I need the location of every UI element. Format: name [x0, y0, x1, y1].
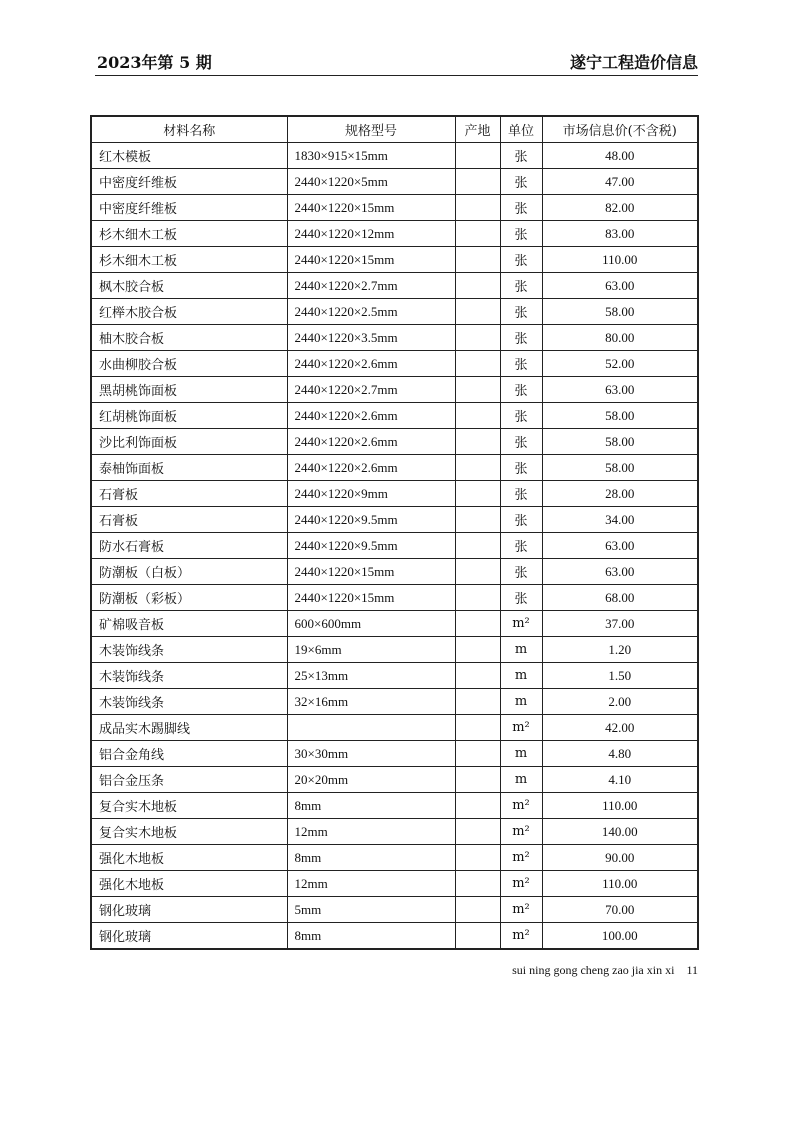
- table-row: [91, 767, 698, 793]
- cell-price: 58.00: [542, 403, 698, 429]
- cell-material-name: 柚木胶合板: [91, 325, 287, 351]
- cell-spec: 32×16mm: [287, 689, 455, 715]
- cell-unit: 张: [500, 455, 542, 481]
- cell-price: 110.00: [542, 871, 698, 897]
- cell-unit: 张: [500, 325, 542, 351]
- table-row: [91, 819, 698, 845]
- cell-spec: 2440×1220×2.6mm: [287, 455, 455, 481]
- cell-price: 83.00: [542, 221, 698, 247]
- cell-unit: m²: [500, 793, 542, 819]
- cell-material-name: 石膏板: [91, 507, 287, 533]
- table-row: [91, 741, 698, 767]
- cell-price: 100.00: [542, 923, 698, 950]
- cell-material-name: 木装饰线条: [91, 689, 287, 715]
- cell-spec: 2440×1220×2.5mm: [287, 299, 455, 325]
- table-row: [91, 715, 698, 741]
- cell-spec: [287, 715, 455, 741]
- cell-price: 110.00: [542, 793, 698, 819]
- table-row: [91, 689, 698, 715]
- cell-material-name: 钢化玻璃: [91, 923, 287, 950]
- cell-spec: 20×20mm: [287, 767, 455, 793]
- cell-origin: [455, 143, 500, 169]
- cell-spec: 2440×1220×2.7mm: [287, 273, 455, 299]
- cell-material-name: 红胡桃饰面板: [91, 403, 287, 429]
- cell-price: 58.00: [542, 299, 698, 325]
- cell-unit: m²: [500, 715, 542, 741]
- cell-origin: [455, 819, 500, 845]
- cell-origin: [455, 195, 500, 221]
- cell-spec: 2440×1220×9mm: [287, 481, 455, 507]
- table-row: [91, 403, 698, 429]
- cell-material-name: 强化木地板: [91, 845, 287, 871]
- cell-spec: 19×6mm: [287, 637, 455, 663]
- table-row: [91, 351, 698, 377]
- cell-origin: [455, 689, 500, 715]
- cell-material-name: 泰柚饰面板: [91, 455, 287, 481]
- table-row: [91, 559, 698, 585]
- cell-price: 34.00: [542, 507, 698, 533]
- cell-price: 80.00: [542, 325, 698, 351]
- cell-unit: 张: [500, 351, 542, 377]
- cell-price: 82.00: [542, 195, 698, 221]
- table-row: [91, 923, 698, 950]
- cell-unit: m²: [500, 845, 542, 871]
- column-header-unit: 单位: [500, 116, 542, 143]
- table-row: [91, 455, 698, 481]
- cell-origin: [455, 767, 500, 793]
- cell-spec: 2440×1220×2.6mm: [287, 351, 455, 377]
- cell-material-name: 水曲柳胶合板: [91, 351, 287, 377]
- table-row: [91, 481, 698, 507]
- cell-origin: [455, 533, 500, 559]
- table-row: [91, 507, 698, 533]
- cell-spec: 600×600mm: [287, 611, 455, 637]
- cell-origin: [455, 585, 500, 611]
- cell-material-name: 中密度纤维板: [91, 169, 287, 195]
- cell-origin: [455, 455, 500, 481]
- cell-price: 2.00: [542, 689, 698, 715]
- cell-material-name: 木装饰线条: [91, 637, 287, 663]
- cell-unit: 张: [500, 247, 542, 273]
- cell-origin: [455, 845, 500, 871]
- cell-spec: 2440×1220×2.7mm: [287, 377, 455, 403]
- column-header-name: 材料名称: [91, 116, 287, 143]
- cell-material-name: 木装饰线条: [91, 663, 287, 689]
- header-divider: [95, 75, 698, 76]
- price-table: [90, 115, 699, 950]
- page-number: 11: [686, 963, 698, 977]
- cell-material-name: 石膏板: [91, 481, 287, 507]
- cell-material-name: 红木模板: [91, 143, 287, 169]
- cell-material-name: 杉木细木工板: [91, 247, 287, 273]
- cell-material-name: 防潮板（白板）: [91, 559, 287, 585]
- cell-price: 90.00: [542, 845, 698, 871]
- table-row: [91, 533, 698, 559]
- cell-spec: 2440×1220×15mm: [287, 559, 455, 585]
- cell-unit: 张: [500, 195, 542, 221]
- column-header-spec: 规格型号: [287, 116, 455, 143]
- cell-unit: m²: [500, 897, 542, 923]
- cell-material-name: 沙比利饰面板: [91, 429, 287, 455]
- cell-unit: 张: [500, 507, 542, 533]
- cell-material-name: 红榉木胶合板: [91, 299, 287, 325]
- cell-spec: 8mm: [287, 793, 455, 819]
- cell-origin: [455, 403, 500, 429]
- cell-origin: [455, 377, 500, 403]
- cell-price: 1.50: [542, 663, 698, 689]
- cell-unit: 张: [500, 299, 542, 325]
- cell-unit: m²: [500, 871, 542, 897]
- cell-spec: 12mm: [287, 871, 455, 897]
- cell-spec: 2440×1220×15mm: [287, 247, 455, 273]
- cell-unit: 张: [500, 143, 542, 169]
- cell-origin: [455, 481, 500, 507]
- cell-origin: [455, 871, 500, 897]
- cell-material-name: 铝合金压条: [91, 767, 287, 793]
- cell-material-name: 矿棉吸音板: [91, 611, 287, 637]
- cell-origin: [455, 559, 500, 585]
- cell-origin: [455, 897, 500, 923]
- cell-material-name: 成品实木踢脚线: [91, 715, 287, 741]
- publication-title: 遂宁工程造价信息: [569, 53, 698, 72]
- cell-unit: 张: [500, 429, 542, 455]
- cell-unit: m: [500, 767, 542, 793]
- table-row: [91, 429, 698, 455]
- cell-price: 4.80: [542, 741, 698, 767]
- table-row: [91, 793, 698, 819]
- cell-material-name: 防潮板（彩板）: [91, 585, 287, 611]
- table-header-row: [91, 116, 698, 143]
- cell-spec: 8mm: [287, 923, 455, 950]
- cell-origin: [455, 663, 500, 689]
- table-row: [91, 897, 698, 923]
- table-row: [91, 663, 698, 689]
- table-row: [91, 143, 698, 169]
- cell-spec: 5mm: [287, 897, 455, 923]
- cell-spec: 2440×1220×3.5mm: [287, 325, 455, 351]
- cell-origin: [455, 507, 500, 533]
- table-row: [91, 273, 698, 299]
- table-row: [91, 299, 698, 325]
- cell-unit: 张: [500, 585, 542, 611]
- cell-unit: 张: [500, 377, 542, 403]
- cell-origin: [455, 429, 500, 455]
- table-body: [91, 143, 698, 950]
- cell-price: 47.00: [542, 169, 698, 195]
- cell-material-name: 钢化玻璃: [91, 897, 287, 923]
- table-row: [91, 377, 698, 403]
- table-row: [91, 585, 698, 611]
- cell-price: 63.00: [542, 559, 698, 585]
- cell-price: 52.00: [542, 351, 698, 377]
- table-row: [91, 169, 698, 195]
- cell-unit: m²: [500, 923, 542, 950]
- table-row: [91, 611, 698, 637]
- cell-unit: 张: [500, 533, 542, 559]
- cell-unit: 张: [500, 273, 542, 299]
- cell-unit: m: [500, 741, 542, 767]
- cell-origin: [455, 221, 500, 247]
- cell-spec: 2440×1220×5mm: [287, 169, 455, 195]
- cell-spec: 2440×1220×12mm: [287, 221, 455, 247]
- cell-unit: 张: [500, 221, 542, 247]
- cell-origin: [455, 247, 500, 273]
- cell-unit: 张: [500, 559, 542, 585]
- cell-spec: 25×13mm: [287, 663, 455, 689]
- cell-unit: m: [500, 663, 542, 689]
- column-header-origin: 产地: [455, 116, 500, 143]
- cell-price: 140.00: [542, 819, 698, 845]
- cell-material-name: 防水石膏板: [91, 533, 287, 559]
- cell-spec: 2440×1220×15mm: [287, 195, 455, 221]
- cell-price: 28.00: [542, 481, 698, 507]
- cell-price: 63.00: [542, 273, 698, 299]
- cell-origin: [455, 793, 500, 819]
- cell-unit: 张: [500, 481, 542, 507]
- cell-unit: 张: [500, 403, 542, 429]
- cell-price: 1.20: [542, 637, 698, 663]
- cell-material-name: 复合实木地板: [91, 793, 287, 819]
- cell-origin: [455, 169, 500, 195]
- cell-price: 63.00: [542, 377, 698, 403]
- cell-material-name: 枫木胶合板: [91, 273, 287, 299]
- cell-material-name: 铝合金角线: [91, 741, 287, 767]
- cell-spec: 2440×1220×2.6mm: [287, 403, 455, 429]
- cell-price: 4.10: [542, 767, 698, 793]
- issue-label: 2023年第 5 期: [97, 53, 212, 72]
- footer: [512, 963, 698, 978]
- cell-origin: [455, 923, 500, 950]
- cell-origin: [455, 351, 500, 377]
- table-row: [91, 221, 698, 247]
- cell-unit: m: [500, 637, 542, 663]
- table-row: [91, 195, 698, 221]
- cell-spec: 2440×1220×9.5mm: [287, 533, 455, 559]
- cell-price: 58.00: [542, 455, 698, 481]
- cell-material-name: 强化木地板: [91, 871, 287, 897]
- footer-text: sui ning gong cheng zao jia xin xi: [512, 963, 675, 977]
- table-row: [91, 637, 698, 663]
- cell-origin: [455, 715, 500, 741]
- table-row: [91, 247, 698, 273]
- cell-unit: m²: [500, 819, 542, 845]
- cell-origin: [455, 299, 500, 325]
- cell-spec: 2440×1220×9.5mm: [287, 507, 455, 533]
- cell-spec: 12mm: [287, 819, 455, 845]
- cell-origin: [455, 637, 500, 663]
- cell-price: 48.00: [542, 143, 698, 169]
- cell-price: 110.00: [542, 247, 698, 273]
- cell-price: 70.00: [542, 897, 698, 923]
- cell-price: 37.00: [542, 611, 698, 637]
- cell-material-name: 杉木细木工板: [91, 221, 287, 247]
- cell-spec: 1830×915×15mm: [287, 143, 455, 169]
- table-row: [91, 845, 698, 871]
- cell-spec: 8mm: [287, 845, 455, 871]
- table-row: [91, 871, 698, 897]
- table-row: [91, 325, 698, 351]
- cell-unit: 张: [500, 169, 542, 195]
- cell-origin: [455, 325, 500, 351]
- cell-origin: [455, 611, 500, 637]
- cell-unit: m: [500, 689, 542, 715]
- cell-material-name: 复合实木地板: [91, 819, 287, 845]
- cell-material-name: 黑胡桃饰面板: [91, 377, 287, 403]
- cell-spec: 30×30mm: [287, 741, 455, 767]
- cell-material-name: 中密度纤维板: [91, 195, 287, 221]
- cell-spec: 2440×1220×15mm: [287, 585, 455, 611]
- cell-origin: [455, 273, 500, 299]
- cell-price: 58.00: [542, 429, 698, 455]
- cell-price: 42.00: [542, 715, 698, 741]
- cell-origin: [455, 741, 500, 767]
- cell-spec: 2440×1220×2.6mm: [287, 429, 455, 455]
- cell-unit: m²: [500, 611, 542, 637]
- column-header-price: 市场信息价(不含税): [542, 116, 698, 143]
- cell-price: 68.00: [542, 585, 698, 611]
- cell-price: 63.00: [542, 533, 698, 559]
